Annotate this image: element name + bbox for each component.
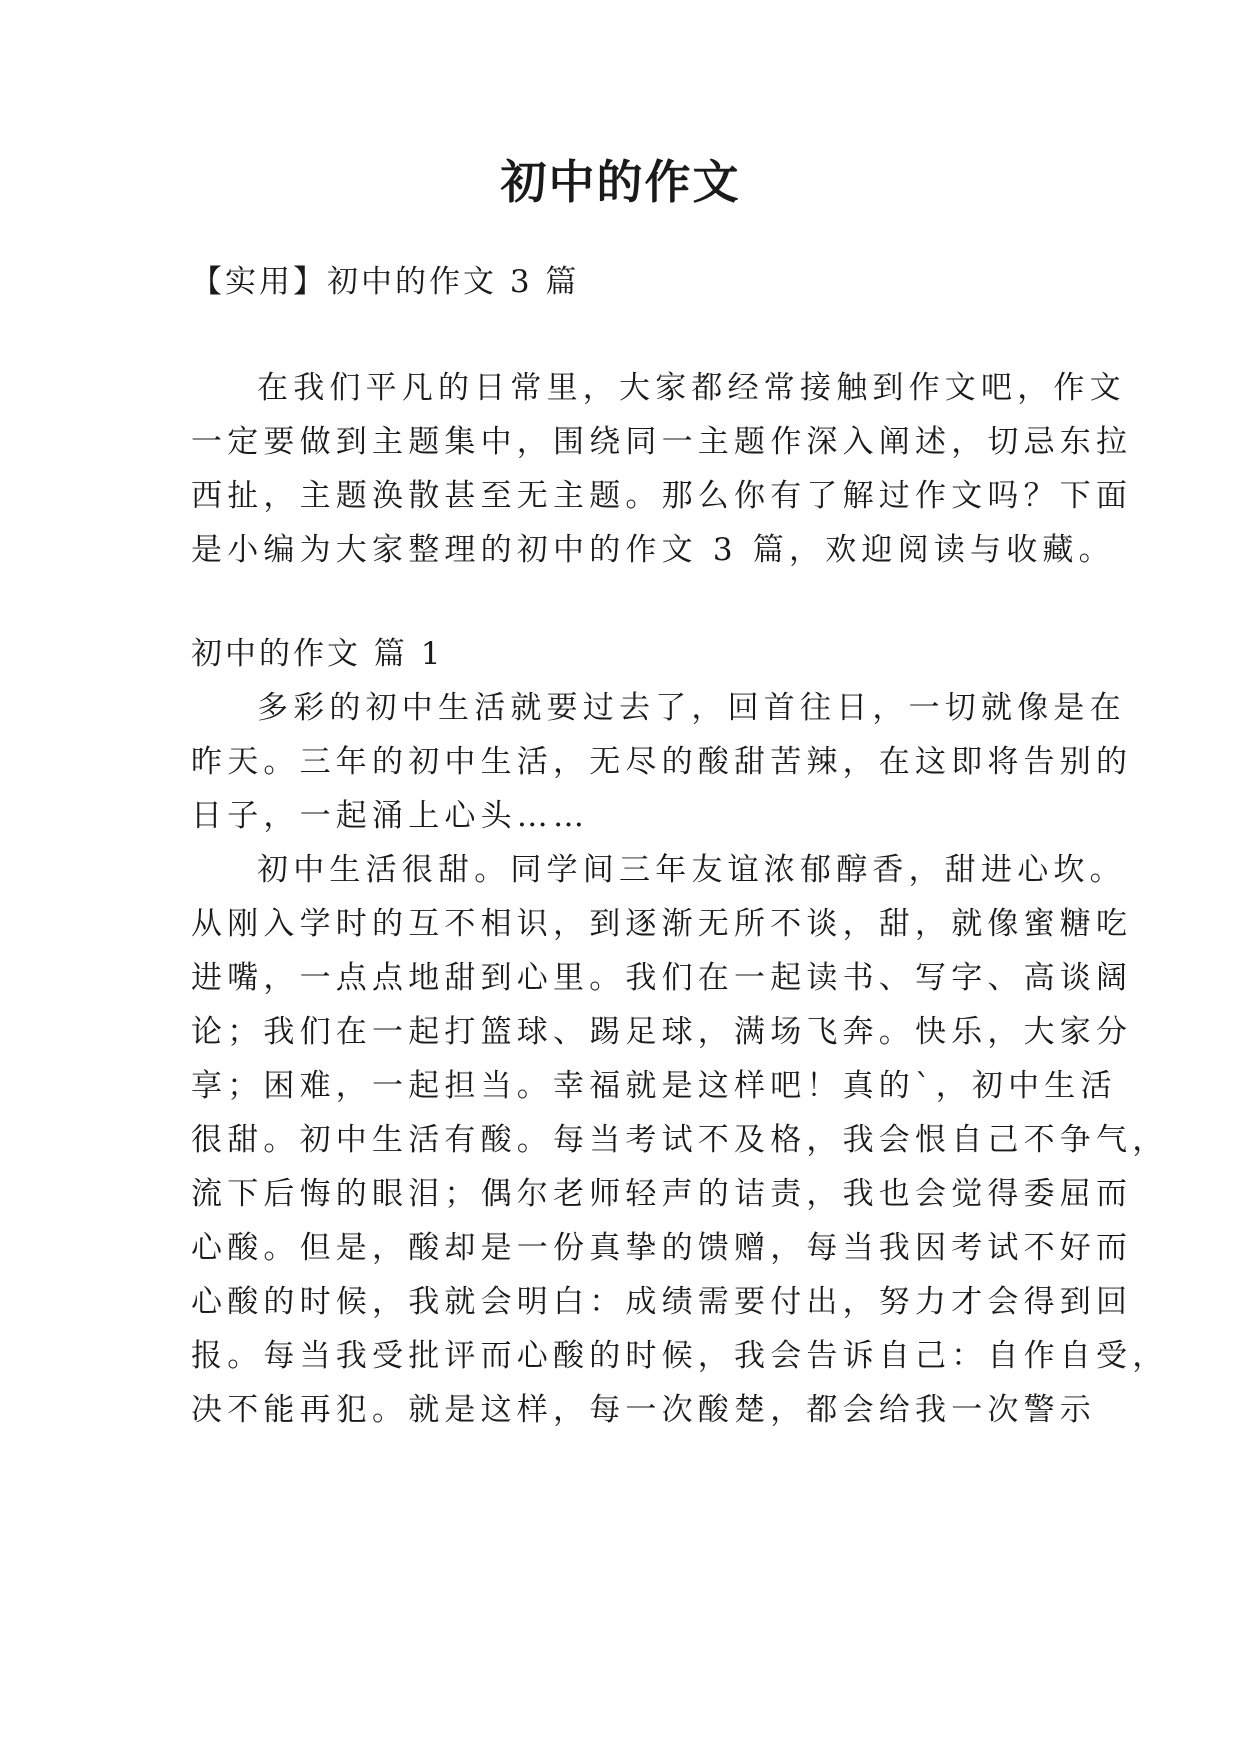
section-heading: 初中的作文 篇 1: [191, 636, 444, 672]
text-line: 日子，一起涌上心头……: [191, 798, 590, 834]
text-line: 决不能再犯。就是这样，每一次酸楚，都会给我一次警示: [191, 1392, 1096, 1428]
text-line: 一定要做到主题集中，围绕同一主题作深入阐述，切忌东拉: [191, 424, 1133, 460]
text-line: 报。每当我受批评而心酸的时候，我会告诉自己：自作自受，: [191, 1338, 1169, 1374]
text-line: 西扯，主题涣散甚至无主题。那么你有了解过作文吗？下面: [191, 478, 1133, 514]
text-line: 心酸的时候，我就会明白：成绩需要付出，努力才会得到回: [191, 1284, 1133, 1320]
text-line: 初中生活很甜。同学间三年友谊浓郁醇香，甜进心坎。: [257, 852, 1126, 888]
text-line: 流下后悔的眼泪；偶尔老师轻声的诘责，我也会觉得委屈而: [191, 1176, 1133, 1212]
text-line: 多彩的初中生活就要过去了，回首往日，一切就像是在: [257, 690, 1126, 726]
text-line: 享；困难，一起担当。幸福就是这样吧！真的`，初中生活: [191, 1068, 1117, 1104]
document-subtitle: 【实用】初中的作文 3 篇: [191, 264, 580, 300]
text-line: 在我们平凡的日常里，大家都经常接触到作文吧，作文: [257, 370, 1126, 406]
text-line: 进嘴，一点点地甜到心里。我们在一起读书、写字、高谈阔: [191, 960, 1133, 996]
text-line: 心酸。但是，酸却是一份真挚的馈赠，每当我因考试不好而: [191, 1230, 1133, 1266]
text-line: 昨天。三年的初中生活，无尽的酸甜苦辣，在这即将告别的: [191, 744, 1133, 780]
text-line: 论；我们在一起打篮球、踢足球，满场飞奔。快乐，大家分: [191, 1014, 1133, 1050]
page-title: 初中的作文: [500, 155, 741, 209]
text-line: 很甜。初中生活有酸。每当考试不及格，我会恨自己不争气，: [191, 1122, 1169, 1158]
text-line: 是小编为大家整理的初中的作文 3 篇，欢迎阅读与收藏。: [191, 532, 1115, 568]
text-line: 从刚入学时的互不相识，到逐渐无所不谈，甜，就像蜜糖吃: [191, 906, 1133, 942]
